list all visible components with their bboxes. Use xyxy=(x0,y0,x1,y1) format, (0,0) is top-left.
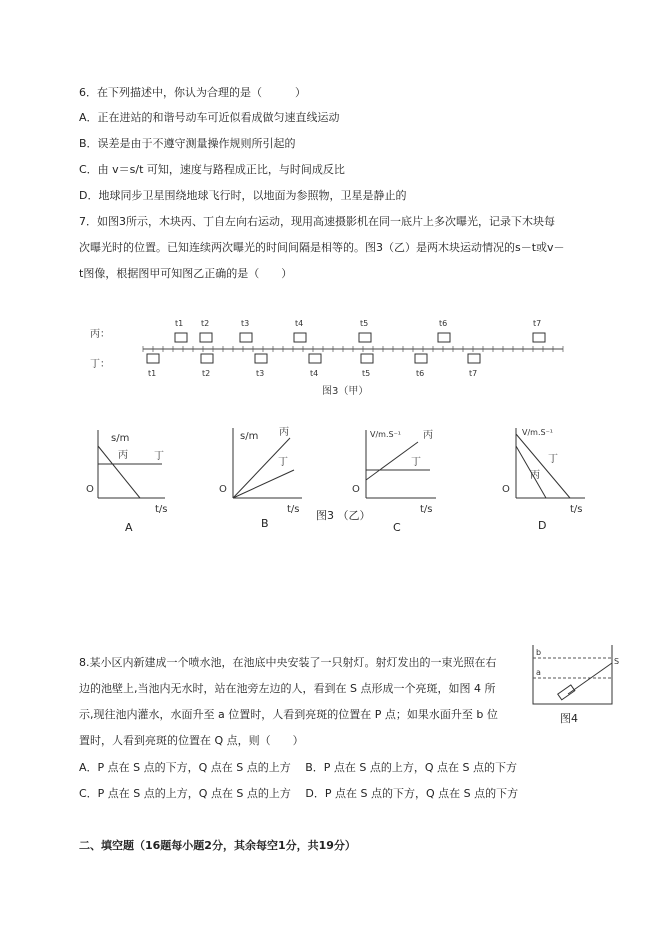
graph-b-bing-line xyxy=(233,438,290,498)
bing-block-t4 xyxy=(294,333,306,342)
ding-t1-label: t1 xyxy=(148,369,157,378)
row-label-bing: 丙： xyxy=(90,329,110,340)
bing-t1-label: t1 xyxy=(175,319,184,328)
ding-t2-label: t2 xyxy=(202,369,211,378)
q7-line-3: t图像，根据图甲可知图乙正确的是（ ） xyxy=(79,267,293,280)
ding-t6-label: t6 xyxy=(416,369,425,378)
q7-line-1: 7．如图3所示，木块丙、丁自左向右运动，现用高速摄影机在同一底片上多次曝光，记录下木块每 xyxy=(79,215,555,228)
figure-3-yi-caption: 图3 （乙） xyxy=(316,509,371,522)
spotlight xyxy=(558,685,575,700)
bing-t4-label: t4 xyxy=(295,319,304,328)
bing-block-t3 xyxy=(240,333,252,342)
row-label-ding: 丁： xyxy=(90,359,110,370)
graph-d-option-label: D xyxy=(538,519,547,532)
q8-option-cd: C．P 点在 S 点的上方，Q 点在 S 点的上方 D．P 点在 S 点的下方，Q 点在 S 点的下方 xyxy=(79,787,519,800)
graph-c-option-label: C xyxy=(393,521,401,534)
ding-block-t2 xyxy=(201,354,213,363)
graph-b-bing-label: 丙 xyxy=(279,427,289,438)
graph-c-y-label: V/m.S⁻¹ xyxy=(370,430,402,439)
graph-a-origin: O xyxy=(86,484,94,495)
graph-c-x-label: t/s xyxy=(420,504,433,515)
graph-a-ding-label: 丁 xyxy=(154,451,164,462)
ding-t4-label: t4 xyxy=(310,369,319,378)
graph-c-ding-label: 丁 xyxy=(411,457,421,468)
q6-option-d: D．地球同步卫星围绕地球飞行时，以地面为参照物，卫星是静止的 xyxy=(79,189,407,202)
bing-t6-label: t6 xyxy=(439,319,448,328)
graph-a xyxy=(86,430,168,515)
ding-t5-label: t5 xyxy=(362,369,371,378)
graph-d-ding-label: 丁 xyxy=(548,454,558,465)
ding-block-t1 xyxy=(147,354,159,363)
label-b: b xyxy=(536,648,542,657)
graph-b-origin: O xyxy=(219,484,227,495)
q6-option-c: C．由 v＝s/t 可知，速度与路程成正比，与时间成反比 xyxy=(79,163,345,176)
ding-block-t3 xyxy=(255,354,267,363)
figure-4-caption: 图4 xyxy=(560,712,578,725)
ding-block-t5 xyxy=(361,354,373,363)
label-a: a xyxy=(536,668,541,677)
bing-block-t5 xyxy=(359,333,371,342)
q8-line-2: 边的池壁上,当池内无水时，站在池旁左边的人，看到在 S 点形成一个亮斑，如图 4 所 xyxy=(79,682,496,695)
bing-t5-label: t5 xyxy=(360,319,369,328)
graph-c-origin: O xyxy=(352,484,360,495)
bing-t7-label: t7 xyxy=(533,319,542,328)
q7-line-2: 次曝光时的位置。已知连续两次曝光的时间间隔是相等的。图3（乙）是两木块运动情况的s－t或v－ xyxy=(79,241,565,254)
graph-b-ding-label: 丁 xyxy=(278,457,288,468)
graph-b xyxy=(219,426,302,515)
ding-block-t6 xyxy=(415,354,427,363)
bing-t2-label: t2 xyxy=(201,319,210,328)
label-s: S xyxy=(614,657,620,666)
graph-b-ding-line xyxy=(233,470,294,498)
graph-a-option-label: A xyxy=(125,521,133,534)
bing-block-t1 xyxy=(175,333,187,342)
graph-d xyxy=(502,428,585,515)
graph-b-y-label: s/m xyxy=(240,431,259,442)
graph-c-bing-label: 丙 xyxy=(423,430,433,441)
bing-block-t6 xyxy=(438,333,450,342)
q8-line-3: 示,现往池内灌水，水面升至 a 位置时，人看到亮斑的位置在 P 点；如果水面升至 b 位 xyxy=(79,708,498,721)
ding-t3-label: t3 xyxy=(256,369,265,378)
graph-a-bing-label: 丙 xyxy=(118,450,128,461)
q6-stem: 6．在下列描述中，你认为合理的是（ ） xyxy=(79,86,306,99)
bing-t3-label: t3 xyxy=(241,319,250,328)
graph-c xyxy=(352,429,436,515)
section-2-title: 二、填空题（16题每小题2分，其余每空1分，共19分） xyxy=(79,839,356,852)
ding-t7-label: t7 xyxy=(469,369,478,378)
figure-3-jia xyxy=(0,312,661,397)
q8-line-4: 置时，人看到亮斑的位置在 Q 点，则（ ） xyxy=(79,734,304,747)
q6-option-b: B．误差是由于不遵守测量操作规则所引起的 xyxy=(79,137,296,150)
figure-3-jia-caption: 图3（甲） xyxy=(322,386,369,397)
bing-block-t2 xyxy=(200,333,212,342)
graph-d-bing-label: 丙 xyxy=(530,470,540,481)
graph-b-x-label: t/s xyxy=(287,504,300,515)
q8-line-1: 8.某小区内新建成一个喷水池，在池底中央安装了一只射灯。射灯发出的一束光照在右 xyxy=(79,656,497,669)
graph-a-x-label: t/s xyxy=(155,504,168,515)
graph-d-x-label: t/s xyxy=(570,504,583,515)
q8-option-ab: A．P 点在 S 点的下方，Q 点在 S 点的上方 B．P 点在 S 点的上方，Q 点在 S 点的下方 xyxy=(79,761,518,774)
graph-d-ding-line xyxy=(516,434,570,498)
graph-d-origin: O xyxy=(502,484,510,495)
ding-block-t4 xyxy=(309,354,321,363)
graph-b-option-label: B xyxy=(261,517,269,530)
bing-block-t7 xyxy=(533,333,545,342)
graph-a-y-label: s/m xyxy=(111,433,130,444)
q6-option-a: A．正在进站的和谐号动车可近似看成做匀速直线运动 xyxy=(79,111,340,124)
pool-walls xyxy=(533,645,612,704)
ding-block-t7 xyxy=(468,354,480,363)
graph-d-y-label: V/m.S⁻¹ xyxy=(522,428,554,437)
